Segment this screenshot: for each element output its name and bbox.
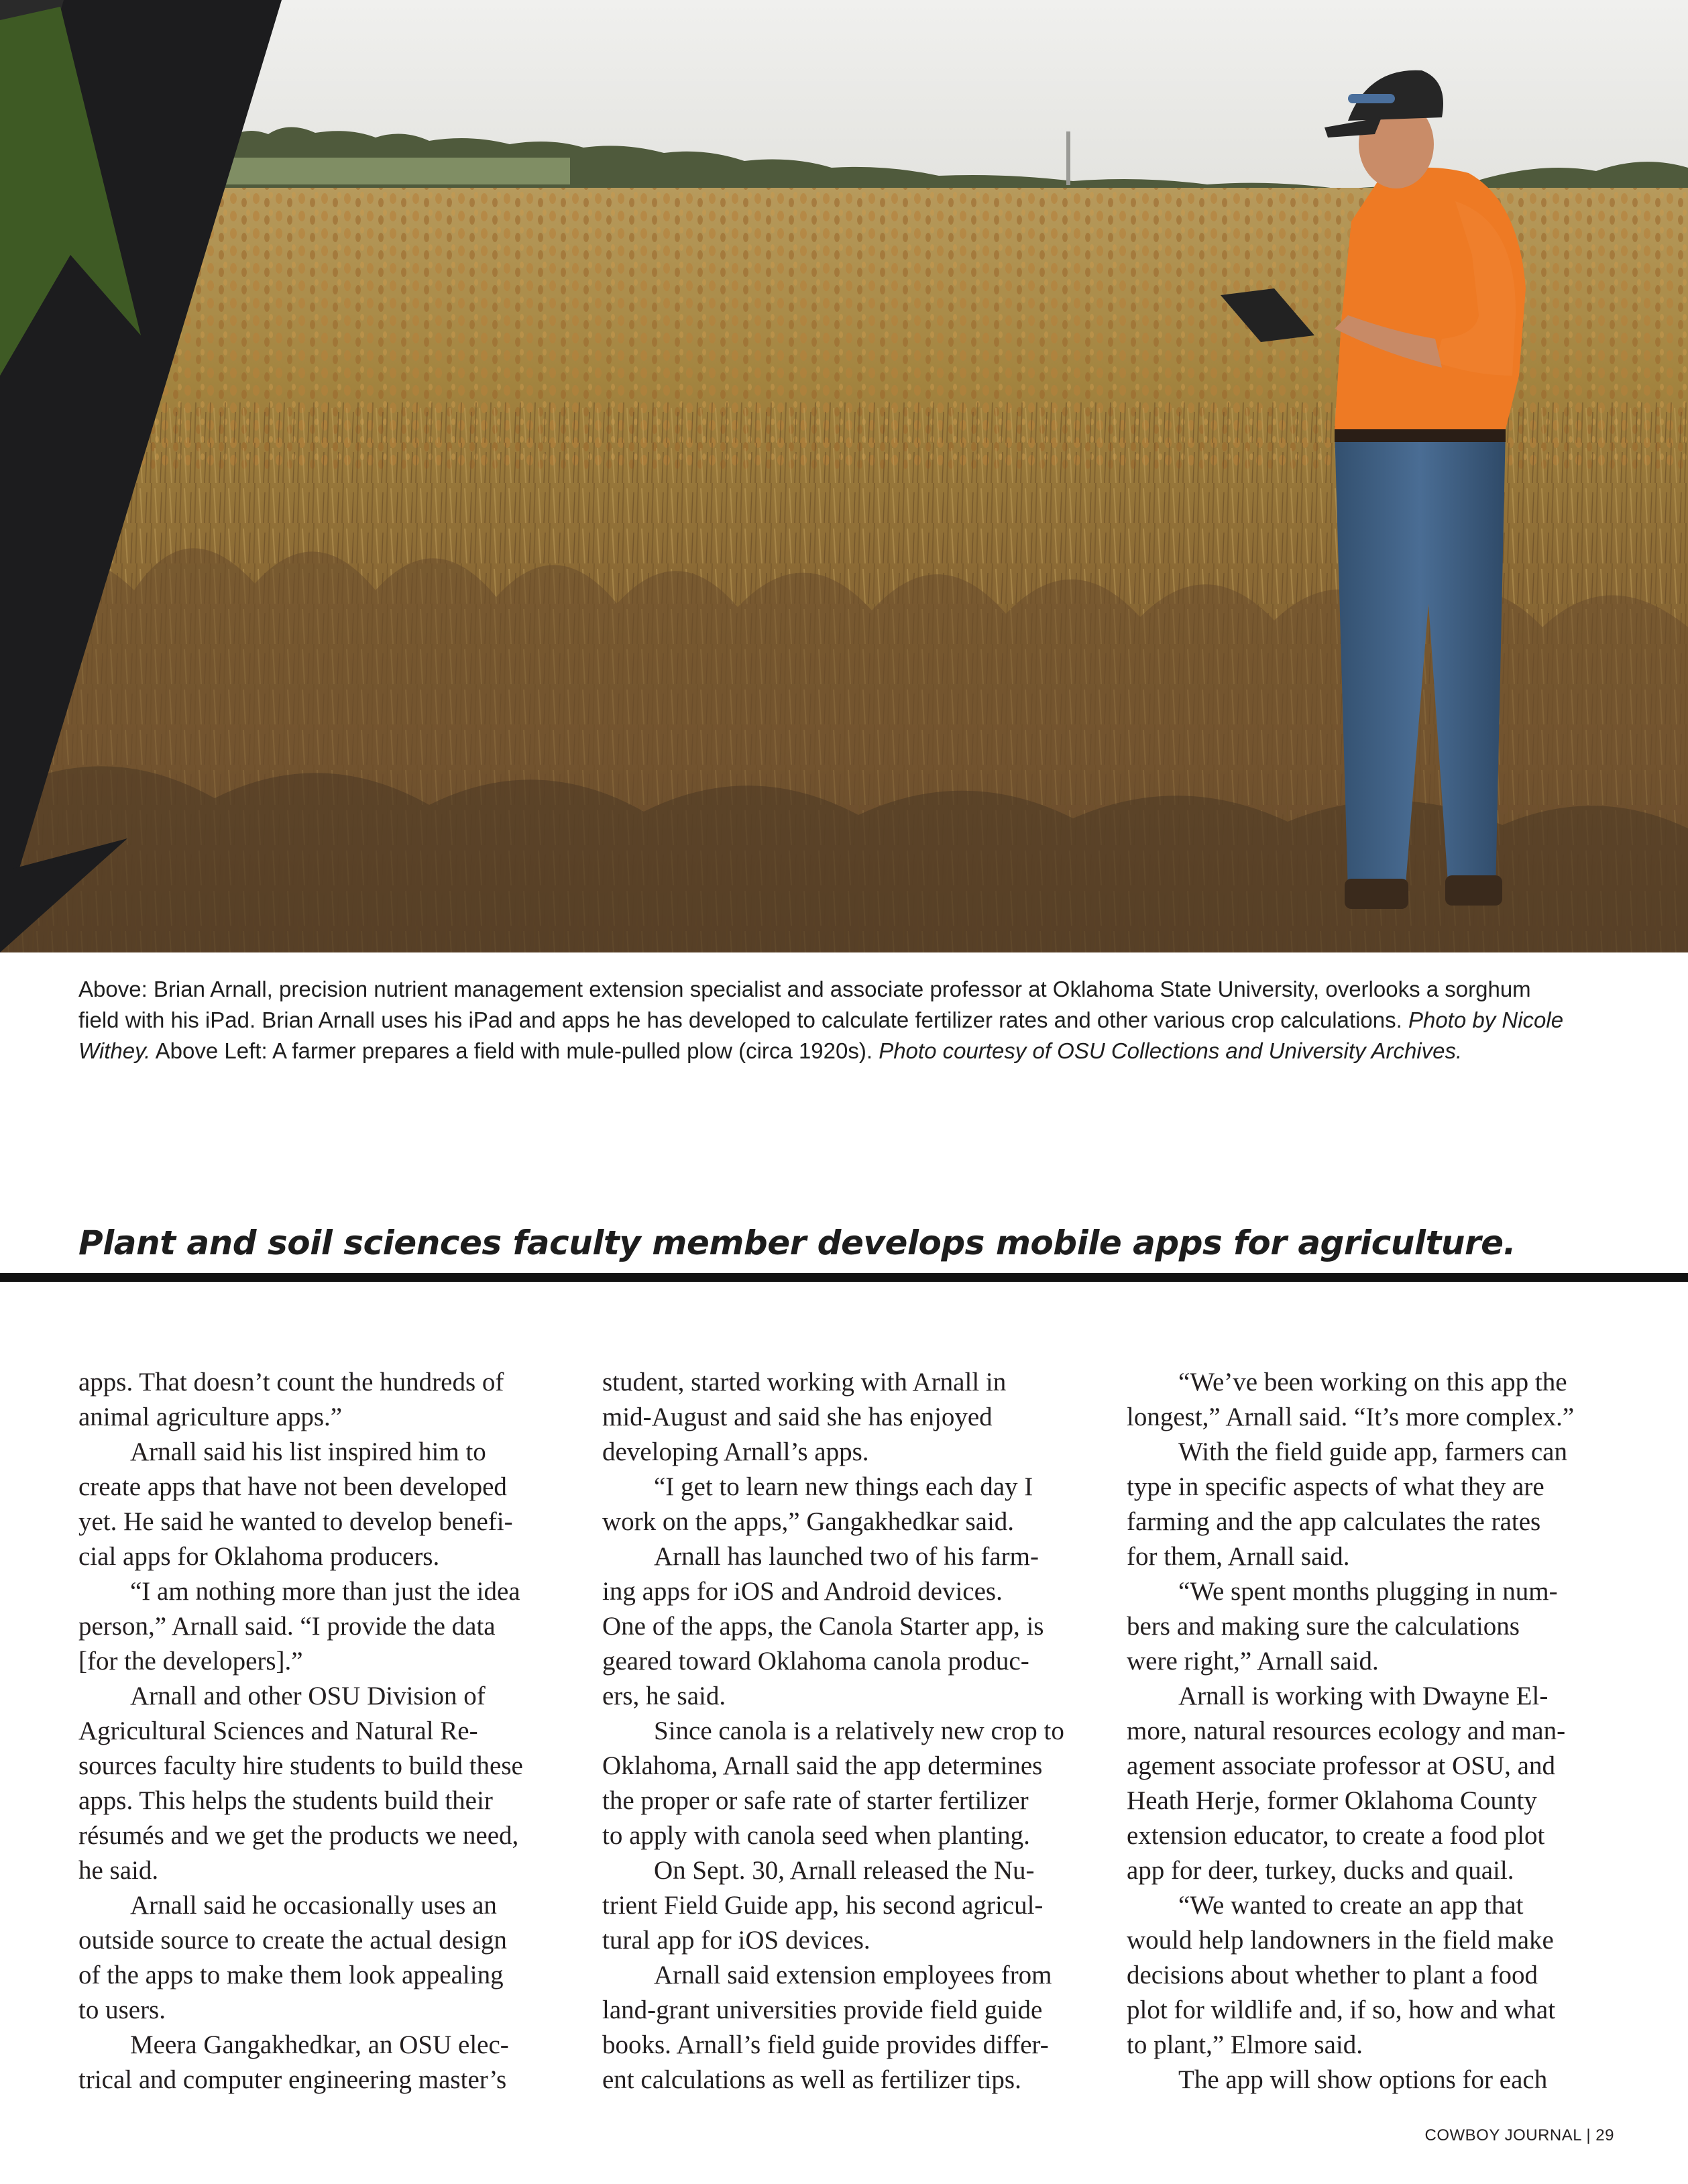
body-text-line: One of the apps, the Canola Starter app, is — [602, 1612, 1044, 1641]
body-text-line: more, natural resources ecology and man- — [1127, 1716, 1566, 1745]
caption-line-2 — [78, 1005, 1614, 1036]
body-text-line: longest,” Arnall said. “It’s more complex.” — [1127, 1403, 1575, 1431]
body-text-line: person,” Arnall said. “I provide the data — [78, 1612, 496, 1641]
body-text-line: agement associate professor at OSU, and — [1127, 1751, 1555, 1780]
body-text-line: books. Arnall’s field guide provides differ- — [602, 2030, 1049, 2059]
body-text-line: ent calculations as well as fertilizer tips. — [602, 2065, 1021, 2094]
body-text-line: Arnall said extension employees from — [654, 1961, 1052, 1989]
body-text-line: apps. This helps the students build their — [78, 1786, 493, 1815]
photo-credit: Withey. — [78, 1038, 151, 1063]
photo-credit: Photo by Nicole — [1408, 1007, 1564, 1032]
body-text-line: apps. That doesn’t count the hundreds of — [78, 1368, 504, 1397]
body-text-line: to apply with canola seed when planting. — [602, 1821, 1030, 1850]
body-text-line: Arnall and other OSU Division of — [130, 1682, 486, 1710]
body-text-line: “We’ve been working on this app the — [1178, 1368, 1567, 1397]
body-text-line: app for deer, turkey, ducks and quail. — [1127, 1856, 1514, 1885]
body-text-line: bers and making sure the calculations — [1127, 1612, 1520, 1641]
body-text-line: outside source to create the actual design — [78, 1926, 507, 1955]
body-text-line: sources faculty hire students to build these — [78, 1751, 523, 1780]
page-number: 29 — [1595, 2126, 1614, 2144]
body-text-line: ing apps for iOS and Android devices. — [602, 1577, 1003, 1606]
section-divider-rule — [0, 1273, 1688, 1282]
body-text-line: work on the apps,” Gangakhedkar said. — [602, 1507, 1015, 1536]
body-text-line: [for the developers].” — [78, 1647, 303, 1676]
body-text-line: would help landowners in the field make — [1127, 1926, 1554, 1955]
body-text-line: Arnall has launched two of his farm- — [654, 1542, 1039, 1571]
body-text-line: land-grant universities provide field guide — [602, 1996, 1043, 2024]
photo-credit: Photo courtesy of OSU Collections and University Archives. — [879, 1038, 1463, 1063]
body-column-2 — [602, 1365, 1092, 2097]
body-column-1 — [78, 1365, 568, 2097]
feature-photo — [0, 0, 1688, 952]
body-text-line: animal agriculture apps.” — [78, 1403, 343, 1431]
body-text-line: create apps that have not been developed — [78, 1472, 507, 1501]
body-text-line: Arnall is working with Dwayne El- — [1178, 1682, 1549, 1710]
body-text-line: trical and computer engineering master’s — [78, 2065, 507, 2094]
body-text-line: cial apps for Oklahoma producers. — [78, 1542, 440, 1571]
body-text-line: tural app for iOS devices. — [602, 1926, 870, 1955]
body-text-line: of the apps to make them look appealing — [78, 1961, 504, 1989]
body-text-line: On Sept. 30, Arnall released the Nu- — [654, 1856, 1035, 1885]
body-text-line: type in specific aspects of what they are — [1127, 1472, 1544, 1501]
body-text-line: the proper or safe rate of starter fertilizer — [602, 1786, 1029, 1815]
caption-text: field with his iPad. Brian Arnall uses his iPad and apps he has developed to calculate fertilizer rates and other various crop calculations. — [78, 1007, 1402, 1032]
body-text-line: résumés and we get the products we need, — [78, 1821, 519, 1850]
body-text-line: Oklahoma, Arnall said the app determines — [602, 1751, 1043, 1780]
photo-caption — [78, 974, 1614, 1067]
article-deck: Plant and soil sciences faculty member develops mobile apps for agriculture. — [78, 1223, 1516, 1262]
body-text-line: farming and the app calculates the rates — [1127, 1507, 1541, 1536]
publication-name: COWBOY JOURNAL — [1424, 2126, 1582, 2144]
body-text-line: decisions about whether to plant a food — [1127, 1961, 1538, 1989]
body-column-3 — [1127, 1365, 1616, 2097]
body-text-line: Agricultural Sciences and Natural Re- — [78, 1716, 478, 1745]
caption-text: Above: Brian Arnall, precision nutrient management extension specialist and associate professor at Oklahoma State University, overlooks a sorghum — [78, 977, 1531, 1001]
body-text-line: trient Field Guide app, his second agricul- — [602, 1891, 1044, 1920]
caption-text: Above Left: A farmer prepares a field with mule-pulled plow (circa 1920s). — [155, 1038, 873, 1063]
body-text-line: “We spent months plugging in num- — [1178, 1577, 1558, 1606]
body-text-line: “We wanted to create an app that — [1178, 1891, 1524, 1920]
folio-separator: | — [1586, 2126, 1591, 2144]
body-text-line: to plant,” Elmore said. — [1127, 2030, 1363, 2059]
body-text-line: ers, he said. — [602, 1682, 726, 1710]
body-text-line: plot for wildlife and, if so, how and what — [1127, 1996, 1556, 2024]
caption-line-3 — [78, 1036, 1614, 1067]
body-text-line: extension educator, to create a food plot — [1127, 1821, 1545, 1850]
body-text-line: yet. He said he wanted to develop benefi- — [78, 1507, 513, 1536]
body-text-line: Heath Herje, former Oklahoma County — [1127, 1786, 1537, 1815]
body-text-line: With the field guide app, farmers can — [1178, 1437, 1567, 1466]
body-text-line: Since canola is a relatively new crop to — [654, 1716, 1064, 1745]
body-text-line: were right,” Arnall said. — [1127, 1647, 1379, 1676]
body-text-line: developing Arnall’s apps. — [602, 1437, 869, 1466]
body-text-line: to users. — [78, 1996, 166, 2024]
body-text-line: Arnall said he occasionally uses an — [130, 1891, 497, 1920]
body-text-line: “I get to learn new things each day I — [654, 1472, 1033, 1501]
caption-line-1 — [78, 974, 1614, 1005]
body-text-line: Arnall said his list inspired him to — [130, 1437, 486, 1466]
page-folio — [1425, 2126, 1614, 2145]
body-text-line: geared toward Oklahoma canola produc- — [602, 1647, 1029, 1676]
body-text-line: mid-August and said she has enjoyed — [602, 1403, 993, 1431]
body-text-line: “I am nothing more than just the idea — [130, 1577, 520, 1606]
field-scene-illustration — [0, 0, 1688, 952]
body-text-line: student, started working with Arnall in — [602, 1368, 1007, 1397]
body-text-line: Meera Gangakhedkar, an OSU elec- — [130, 2030, 509, 2059]
body-text-line: for them, Arnall said. — [1127, 1542, 1350, 1571]
body-text-line: The app will show options for each — [1178, 2065, 1548, 2094]
body-text-line: he said. — [78, 1856, 159, 1885]
